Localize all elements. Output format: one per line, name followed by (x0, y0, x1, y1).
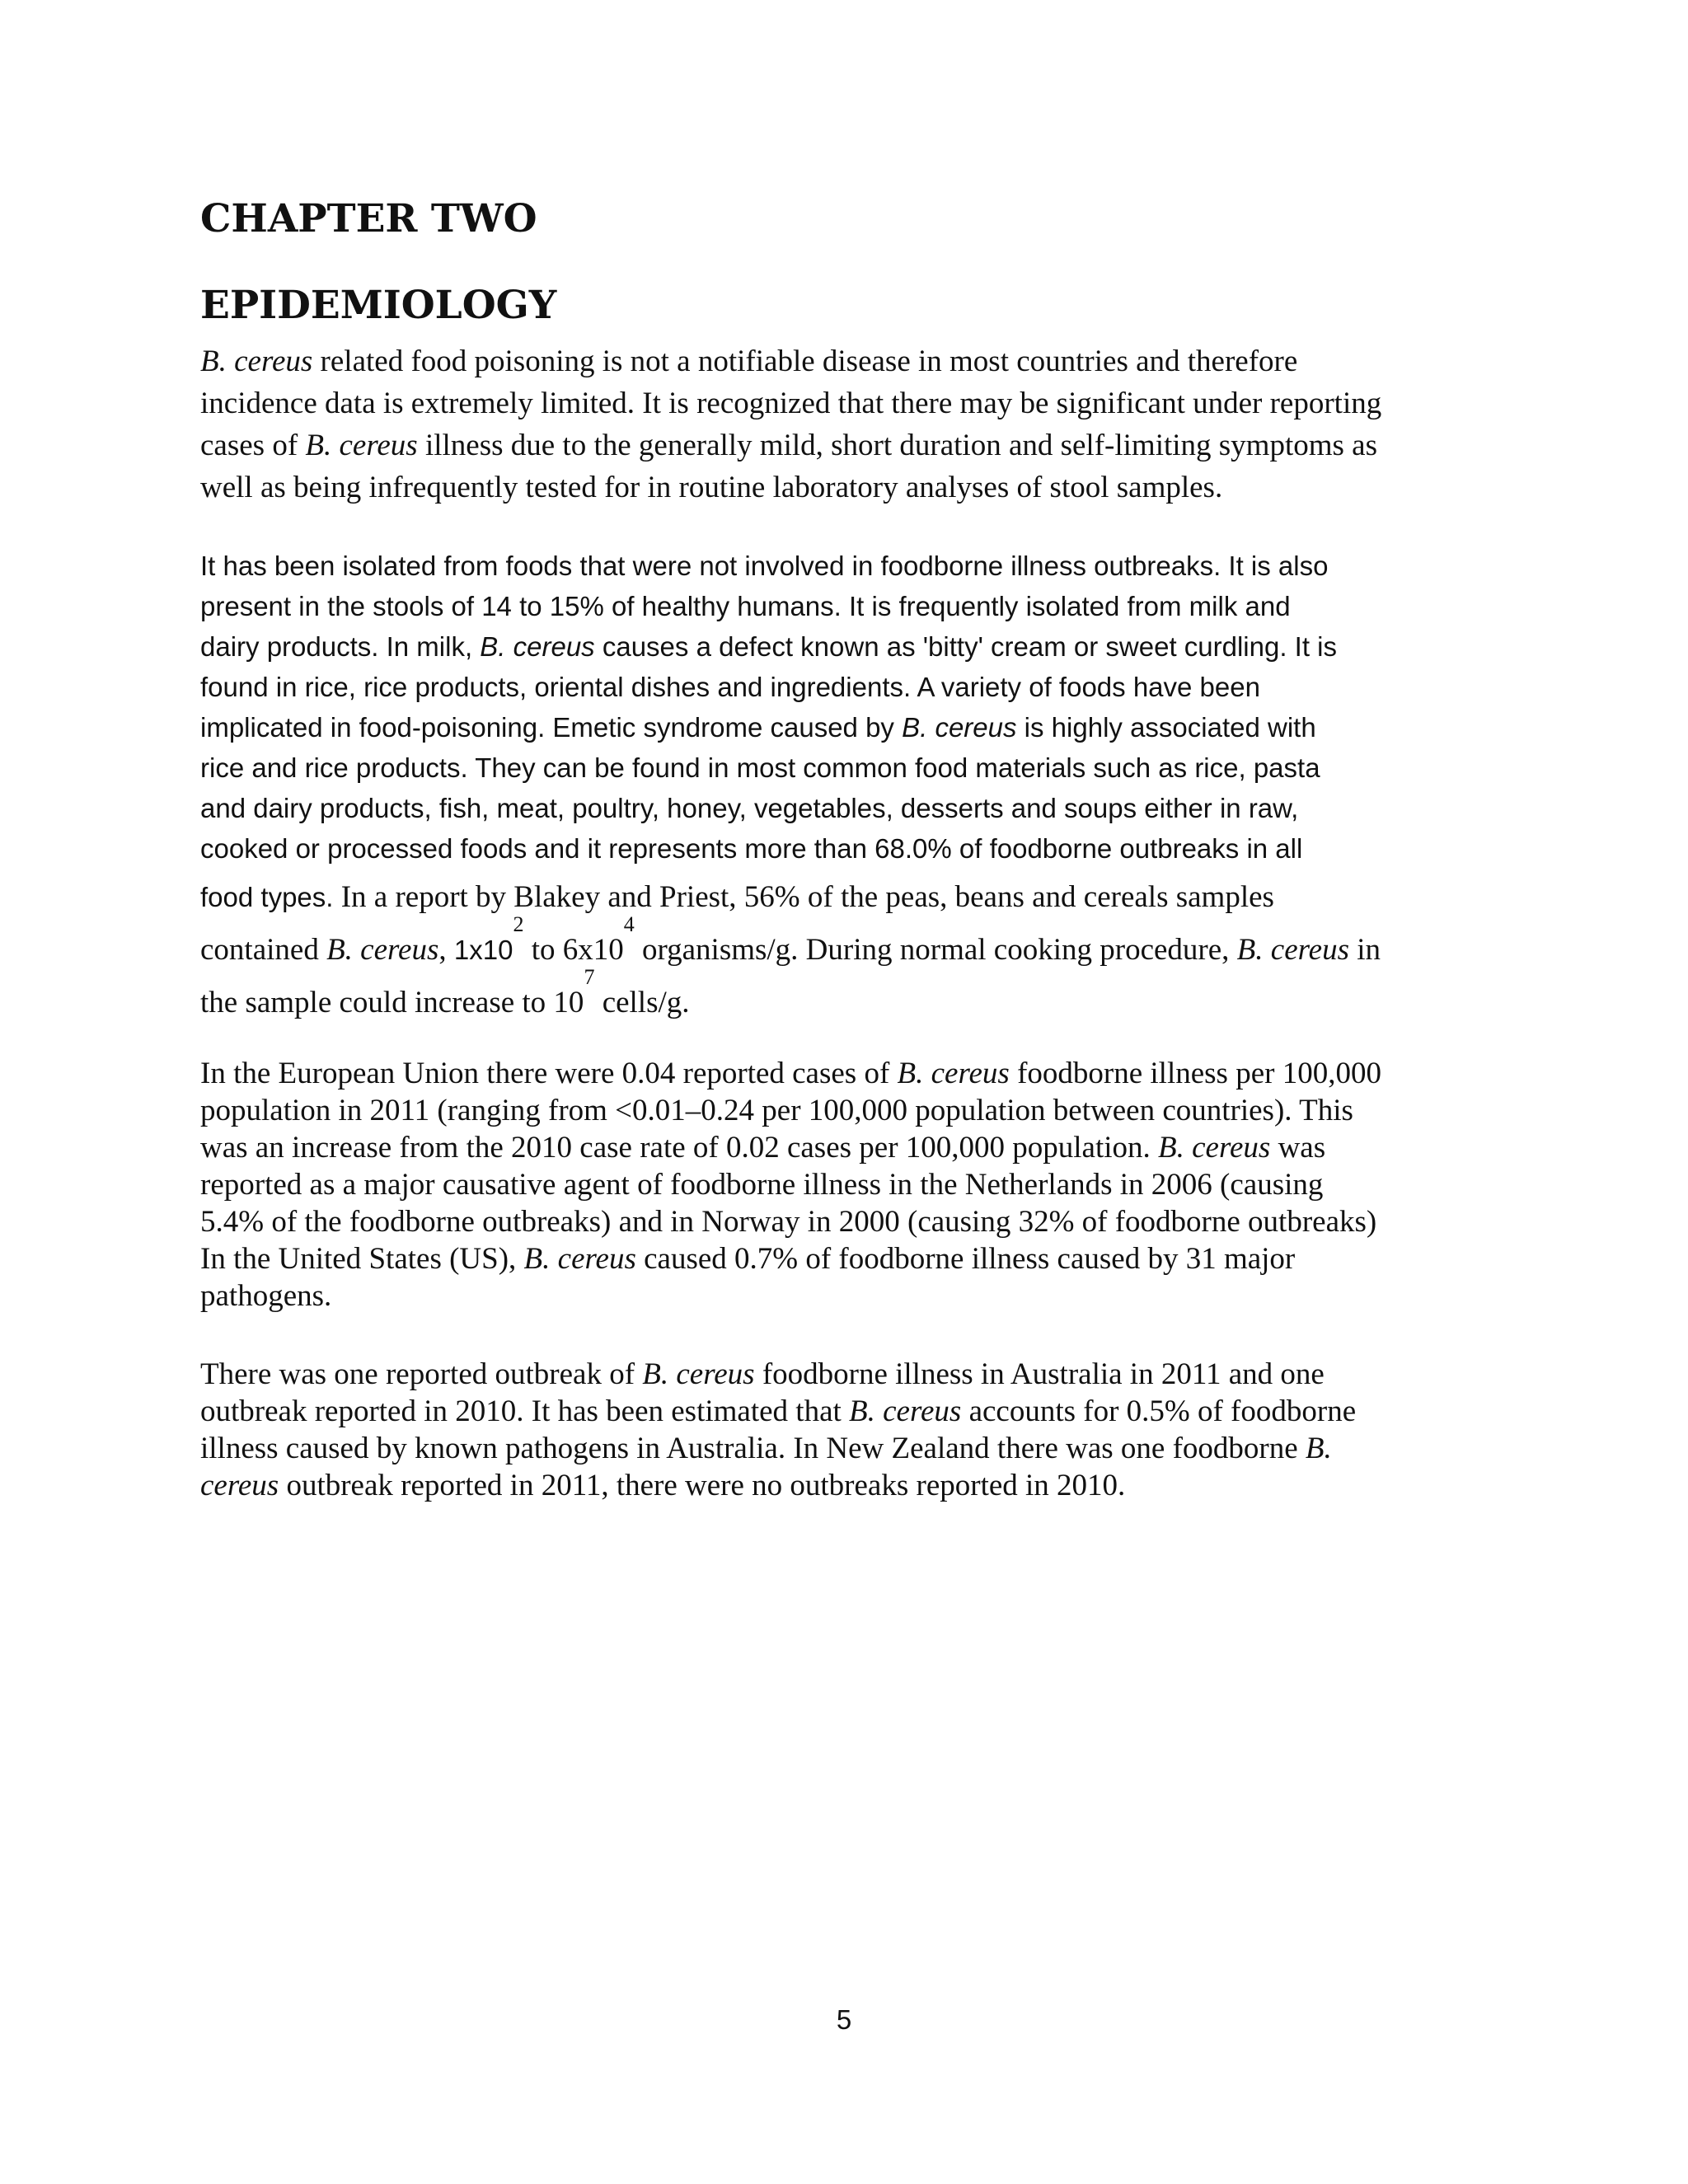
text-line (200, 1430, 1503, 1467)
text-line (200, 912, 1503, 977)
species-name: cereus (200, 1469, 279, 1502)
paragraph-intro (200, 340, 1503, 509)
text-span: illness due to the generally mild, short duration and self-limiting symptoms as (417, 429, 1377, 462)
species-name: B. cereus (1236, 933, 1349, 967)
text-line (200, 626, 1503, 667)
text-span: cells/g. (594, 986, 690, 1019)
text-span: outbreak reported in 2011, there were no outbreaks reported in 2010. (279, 1469, 1126, 1502)
text-span: There was one reported outbreak of (200, 1357, 643, 1391)
species-name: B. cereus (523, 1242, 636, 1276)
text-span: to 6x10 (523, 933, 624, 967)
text-line: and dairy products, fish, meat, poultry, honey, vegetables, desserts and soups either in raw, (200, 793, 1299, 823)
species-name: B. cereus (1158, 1131, 1271, 1165)
species-name: B. cereus (642, 1357, 755, 1391)
text-line: well as being infrequently tested for in routine laboratory analyses of stool samples. (200, 471, 1223, 504)
text-line: found in rice, rice products, oriental dishes and ingredients. A variety of foods have been (200, 672, 1260, 702)
text-span: In the European Union there were 0.04 reported cases of (200, 1057, 898, 1090)
paragraph-sources (200, 546, 1503, 869)
text-span: was (1270, 1131, 1326, 1165)
text-line (200, 1393, 1503, 1430)
exponent: 7 (584, 965, 595, 989)
text-span: implicated in food-poisoning. Emetic syndrome caused by (200, 712, 903, 743)
text-line: It has been isolated from foods that were not involved in foodborne illness outbreaks. It is also (200, 551, 1329, 581)
text-span: foodborne illness per 100,000 (1009, 1057, 1381, 1090)
text-span: outbreak reported in 2010. It has been estimated that (200, 1394, 850, 1428)
species-name: B. cereus (200, 344, 313, 378)
paragraph-europe (200, 1055, 1503, 1315)
text-line: pathogens. (200, 1279, 332, 1313)
section-heading: EPIDEMIOLOGY (200, 283, 557, 328)
text-line (200, 1129, 1503, 1166)
text-span: contained (200, 933, 327, 967)
text-span: in (1348, 933, 1381, 967)
text-line (200, 1240, 1503, 1277)
text-line (200, 871, 1503, 924)
text-line: incidence data is extremely limited. It is recognized that there may be significant under reporting (200, 387, 1382, 420)
text-line: present in the stools of 14 to 15% of healthy humans. It is frequently isolated from milk and (200, 591, 1291, 621)
species-name: B. cereus (480, 631, 595, 662)
text-line (200, 424, 1503, 466)
text-line: cooked or processed foods and it represents more than 68.0% of foodborne outbreaks in all (200, 833, 1303, 864)
paragraph-sources-continued (200, 871, 1503, 1029)
paragraph-australia (200, 1356, 1503, 1504)
text-line (200, 1467, 1503, 1504)
text-span: , (438, 933, 454, 967)
text-span: accounts for 0.5% of foodborne (961, 1394, 1357, 1428)
text-span: causes a defect known as 'bitty' cream or sweet curdling. It is (594, 631, 1338, 662)
text-span: caused 0.7% of foodborne illness caused by 31 major (635, 1242, 1296, 1276)
text-span: cases of (200, 429, 306, 462)
text-line: 5.4% of the foodborne outbreaks) and in Norway in 2000 (causing 32% of foodborne outbreaks) (200, 1205, 1377, 1239)
text-span: dairy products. In milk, (200, 631, 481, 662)
text-span: In a report by Blakey and Priest, 56% of the peas, beans and cereals samples (333, 880, 1274, 914)
species-name: B. cereus (849, 1394, 962, 1428)
text-span: foodborne illness in Australia in 2011 and one (754, 1357, 1325, 1391)
text-line: rice and rice products. They can be found in most common food materials such as rice, pasta (200, 752, 1320, 783)
page-number: 5 (836, 2004, 852, 2035)
species-name: B. cereus (902, 712, 1017, 743)
text-span: related food poisoning is not a notifiable disease in most countries and therefore (312, 344, 1298, 378)
text-span: organisms/g. During normal cooking procedure, (634, 933, 1237, 967)
text-span: food types. (200, 882, 334, 912)
text-line (200, 340, 1503, 382)
chapter-heading: CHAPTER TWO (200, 196, 537, 241)
species-name: B. (1305, 1432, 1332, 1465)
species-name: B. cereus (326, 933, 439, 967)
species-name: B. cereus (897, 1057, 1010, 1090)
text-span: was an increase from the 2010 case rate of 0.02 cases per 100,000 population. (200, 1131, 1159, 1165)
text-span: illness caused by known pathogens in Australia. In New Zealand there was one foodborne (200, 1432, 1306, 1465)
text-line (200, 965, 1503, 1029)
text-line (200, 707, 1503, 748)
text-line: reported as a major causative agent of foodborne illness in the Netherlands in 2006 (causing (200, 1168, 1324, 1202)
text-span: the sample could increase to 10 (200, 986, 584, 1019)
text-span: In the United States (US), (200, 1242, 524, 1276)
text-line (200, 1356, 1503, 1393)
text-span: 1x10 (453, 935, 513, 965)
text-line: population in 2011 (ranging from <0.01–0.24 per 100,000 population between countries). This (200, 1094, 1353, 1127)
exponent: 2 (513, 912, 524, 936)
text-line (200, 1055, 1503, 1092)
text-span: is highly associated with (1016, 712, 1316, 743)
species-name: B. cereus (305, 429, 418, 462)
exponent: 4 (623, 912, 635, 936)
